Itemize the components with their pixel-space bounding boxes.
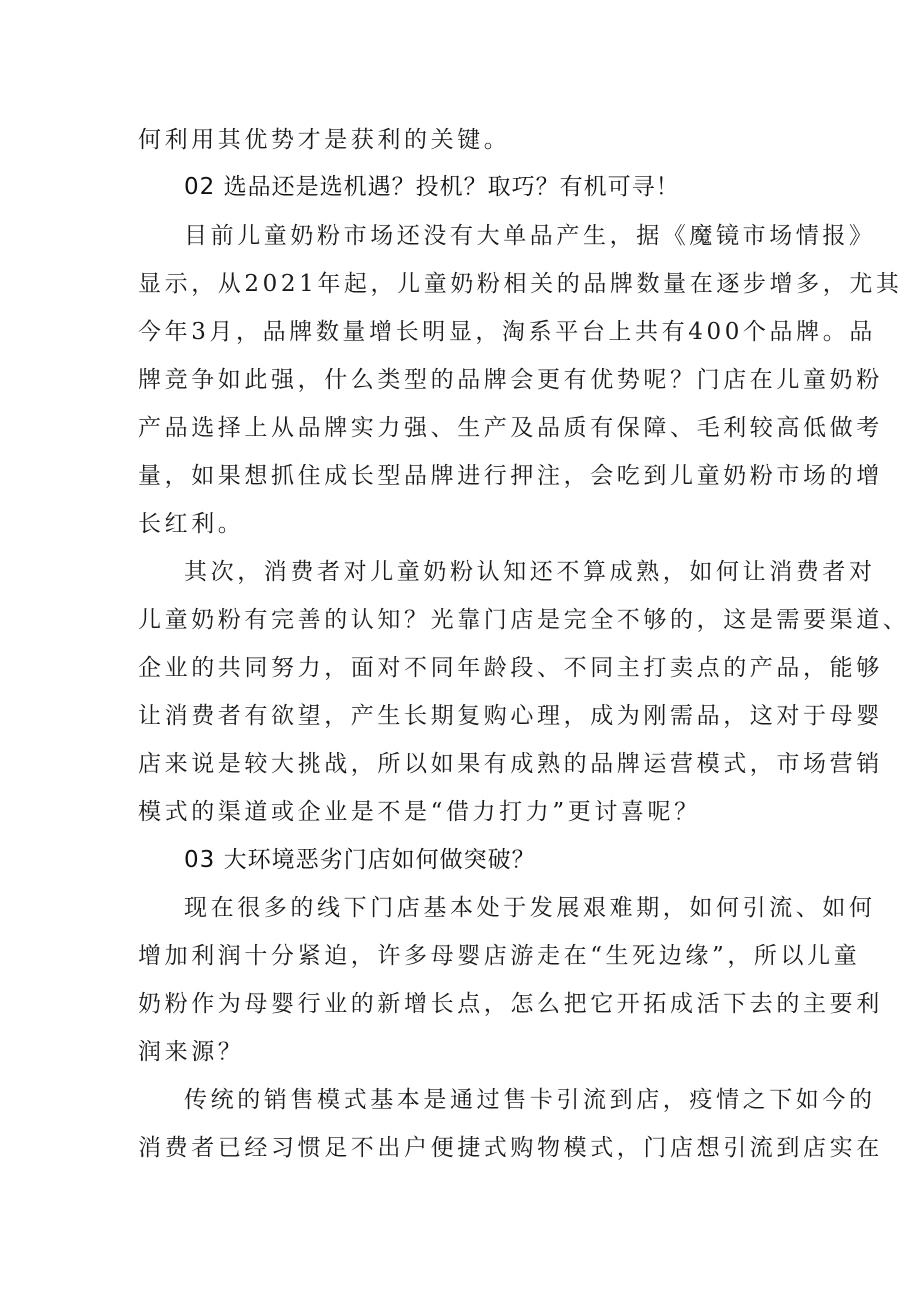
paragraph-line: 企业的共同努力，面对不同年龄段、不同主打卖点的产品，能够 — [138, 655, 883, 681]
paragraph-line: 牌竞争如此强，什么类型的品牌会更有优势呢？门店在儿童奶粉 — [138, 367, 883, 393]
paragraph-line: 消费者已经习惯足不出户便捷式购物模式，门店想引流到店实在 — [138, 1135, 883, 1161]
paragraph-line: 儿童奶粉有完善的认知？光靠门店是完全不够的，这是需要渠道、 — [138, 607, 910, 633]
section-heading-03: 03 大环境恶劣门店如何做突破？ — [184, 847, 536, 873]
paragraph-line: 让消费者有欲望，产生长期复购心理，成为刚需品，这对于母婴 — [138, 703, 883, 729]
paragraph-line: 模式的渠道或企业是不是“借力打力”更讨喜呢？ — [138, 799, 701, 825]
paragraph-line: 何利用其优势才是获利的关键。 — [138, 127, 511, 153]
section-heading-02: 02 选品还是选机遇？投机？取巧？有机可寻！ — [184, 174, 680, 200]
paragraph-line: 现在很多的线下门店基本处于发展艰难期，如何引流、如何 — [184, 895, 876, 921]
paragraph-line: 显示，从2021年起，儿童奶粉相关的品牌数量在逐步增多，尤其 — [138, 271, 903, 297]
paragraph-line: 增加利润十分紧迫，许多母婴店游走在“生死边缘”，所以儿童 — [138, 943, 861, 969]
paragraph-line: 润来源？ — [138, 1039, 245, 1065]
paragraph-line: 目前儿童奶粉市场还没有大单品产生，据《魔镜市场情报》 — [184, 223, 876, 249]
paragraph-line: 产品选择上从品牌实力强、生产及品质有保障、毛利较高低做考 — [138, 415, 883, 441]
paragraph-line: 店来说是较大挑战，所以如果有成熟的品牌运营模式，市场营销 — [138, 751, 883, 777]
paragraph-line: 量，如果想抓住成长型品牌进行押注，会吃到儿童奶粉市场的增 — [138, 463, 883, 489]
paragraph-line: 长红利。 — [138, 511, 245, 537]
paragraph-line: 传统的销售模式基本是通过售卡引流到店，疫情之下如今的 — [184, 1087, 876, 1113]
paragraph-line: 今年3月，品牌数量增长明显，淘系平台上共有400个品牌。品 — [138, 319, 876, 345]
paragraph-line: 奶粉作为母婴行业的新增长点，怎么把它开拓成活下去的主要利 — [138, 991, 883, 1017]
paragraph-line: 其次，消费者对儿童奶粉认知还不算成熟，如何让消费者对 — [184, 559, 876, 585]
